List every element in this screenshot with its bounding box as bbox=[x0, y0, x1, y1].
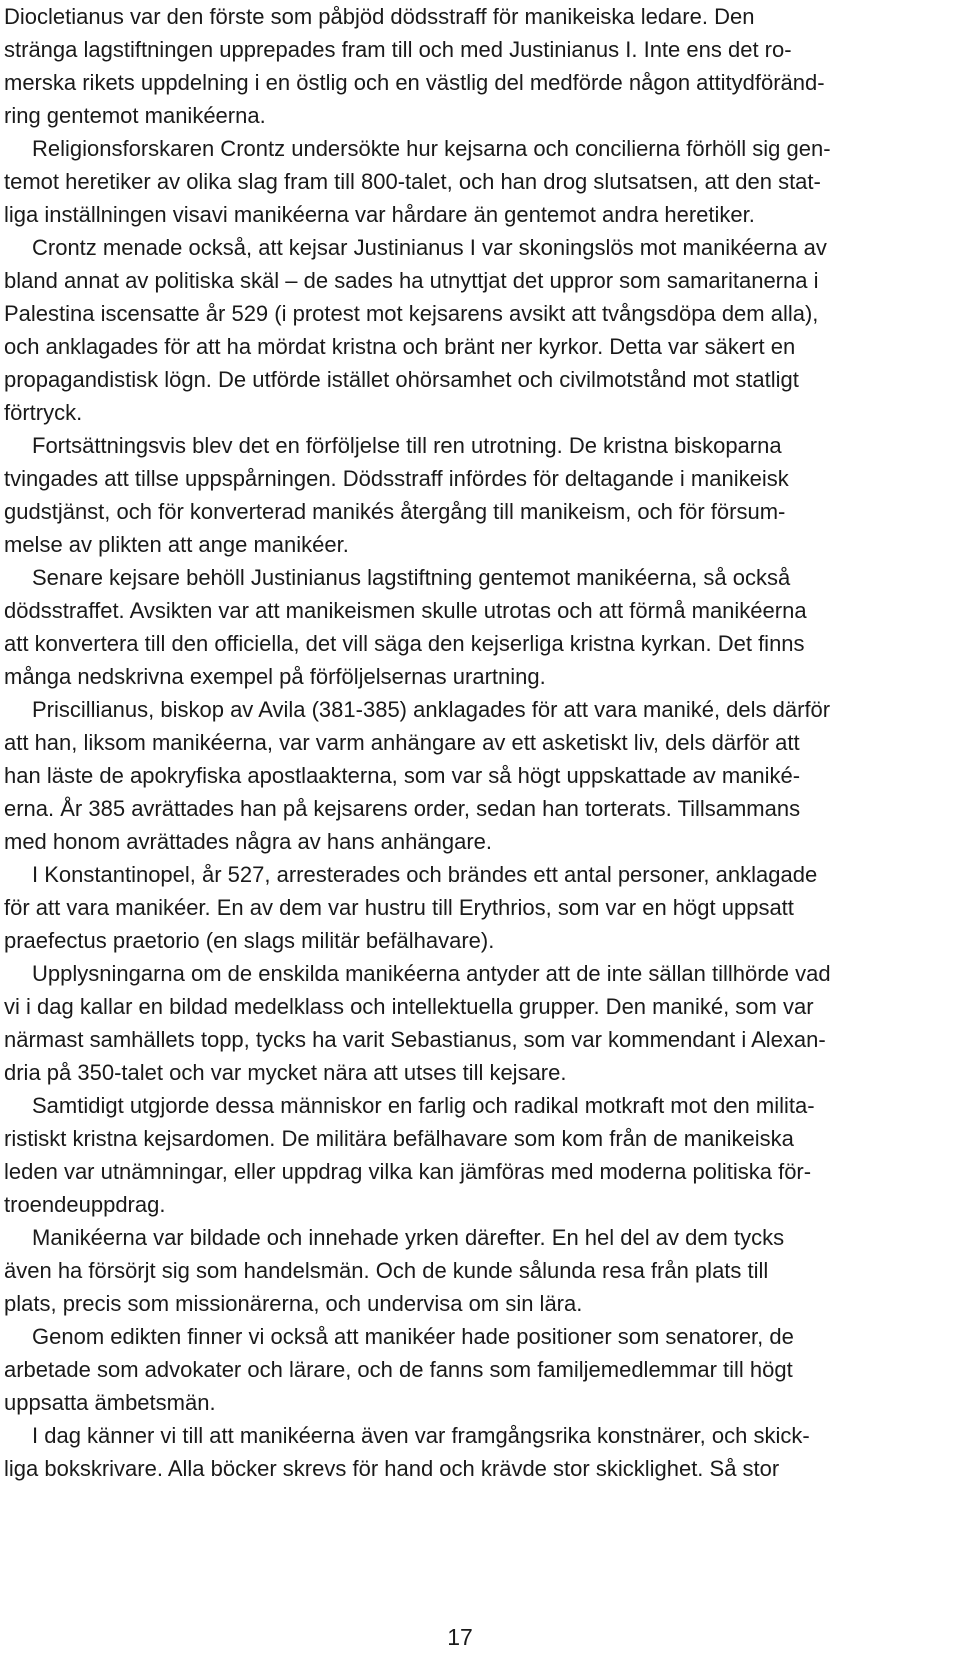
text-line: liga bokskrivare. Alla böcker skrevs för hand och krävde stor skicklighet. Så stor bbox=[4, 1456, 780, 1481]
paragraph bbox=[4, 957, 916, 1089]
text-line: närmast samhällets topp, tycks ha varit Sebastianus, som var kommendant i Alexan- bbox=[4, 1027, 826, 1052]
text-line: temot heretiker av olika slag fram till 800-talet, och han drog slutsatsen, att den stat- bbox=[4, 169, 821, 194]
text-line: ring gentemot manikéerna. bbox=[4, 103, 266, 128]
paragraph bbox=[4, 1221, 916, 1320]
paragraph bbox=[4, 561, 916, 693]
text-line: att han, liksom manikéerna, var varm anhängare av ett asketiskt liv, dels därför att bbox=[4, 730, 800, 755]
text-line: Genom edikten finner vi också att manikéer hade positioner som senatorer, de bbox=[32, 1324, 794, 1349]
paragraph bbox=[4, 1419, 916, 1485]
text-line: ristiskt kristna kejsardomen. De militära befälhavare som kom från de manikeiska bbox=[4, 1126, 794, 1151]
text-line: tvingades att tillse uppspårningen. Dödsstraff infördes för deltagande i manikeisk bbox=[4, 466, 789, 491]
paragraph bbox=[4, 693, 916, 858]
text-line: Manikéerna var bildade och innehade yrken därefter. En hel del av dem tycks bbox=[32, 1225, 785, 1250]
body-text bbox=[4, 0, 916, 1485]
text-line: uppsatta ämbetsmän. bbox=[4, 1390, 216, 1415]
text-line: erna. År 385 avrättades han på kejsarens order, sedan han torterats. Tillsammans bbox=[4, 796, 801, 821]
text-line: troendeuppdrag. bbox=[4, 1192, 166, 1217]
paragraph bbox=[4, 1320, 916, 1419]
text-line: merska rikets uppdelning i en östlig och en västlig del medförde någon attitydföränd- bbox=[4, 70, 825, 95]
text-line: han läste de apokryfiska apostlaakterna, som var så högt uppskattade av maniké- bbox=[4, 763, 801, 788]
text-line: dödsstraffet. Avsikten var att manikeismen skulle utrotas och att förmå manikéerna bbox=[4, 598, 807, 623]
text-line: med honom avrättades några av hans anhängare. bbox=[4, 829, 492, 854]
text-line: Upplysningarna om de enskilda manikéerna antyder att de inte sällan tillhörde vad bbox=[32, 961, 831, 986]
paragraph bbox=[4, 132, 916, 231]
text-line: Samtidigt utgjorde dessa människor en farlig och radikal motkraft mot den milita- bbox=[32, 1093, 815, 1118]
text-line: bland annat av politiska skäl – de sades ha utnyttjat det uppror som samaritanerna i bbox=[4, 268, 819, 293]
text-line: liga inställningen visavi manikéerna var hårdare än gentemot andra heretiker. bbox=[4, 202, 755, 227]
text-line: dria på 350-talet och var mycket nära att utses till kejsare. bbox=[4, 1060, 567, 1085]
paragraph bbox=[4, 429, 916, 561]
text-line: Religionsforskaren Crontz undersökte hur kejsarna och concilierna förhöll sig gen- bbox=[32, 136, 831, 161]
text-line: många nedskrivna exempel på förföljelsernas urartning. bbox=[4, 664, 546, 689]
text-line: gudstjänst, och för konverterad manikés återgång till manikeism, och för försum- bbox=[4, 499, 786, 524]
text-line: Fortsättningsvis blev det en förföljelse till ren utrotning. De kristna biskoparna bbox=[32, 433, 782, 458]
text-line: och anklagades för att ha mördat kristna och bränt ner kyrkor. Detta var säkert en bbox=[4, 334, 796, 359]
text-line: leden var utnämningar, eller uppdrag vilka kan jämföras med moderna politiska för- bbox=[4, 1159, 812, 1184]
text-line: arbetade som advokater och lärare, och de fanns som familjemedlemmar till högt bbox=[4, 1357, 793, 1382]
text-line: melse av plikten att ange manikéer. bbox=[4, 532, 349, 557]
page-number: 17 bbox=[447, 1624, 473, 1650]
text-line: plats, precis som missionärerna, och undervisa om sin lära. bbox=[4, 1291, 583, 1316]
paragraph bbox=[4, 231, 916, 429]
paragraph bbox=[4, 858, 916, 957]
text-line: även ha försörjt sig som handelsmän. Och de kunde sålunda resa från plats till bbox=[4, 1258, 769, 1283]
text-line: Crontz menade också, att kejsar Justinianus I var skoningslös mot manikéerna av bbox=[32, 235, 827, 260]
text-line: propagandistisk lögn. De utförde istället ohörsamhet och civilmotstånd mot statligt bbox=[4, 367, 799, 392]
text-line: praefectus praetorio (en slags militär befälhavare). bbox=[4, 928, 495, 953]
text-line: stränga lagstiftningen upprepades fram till och med Justinianus I. Inte ens det ro- bbox=[4, 37, 792, 62]
text-line: I Konstantinopel, år 527, arresterades och brändes ett antal personer, anklagade bbox=[32, 862, 818, 887]
text-line: I dag känner vi till att manikéerna även var framgångsrika konstnärer, och skick- bbox=[32, 1423, 810, 1448]
text-line: vi i dag kallar en bildad medelklass och intellektuella grupper. Den maniké, som var bbox=[4, 994, 814, 1019]
paragraph bbox=[4, 1089, 916, 1221]
text-line: Diocletianus var den förste som påbjöd dödsstraff för manikeiska ledare. Den bbox=[4, 4, 755, 29]
text-line: Senare kejsare behöll Justinianus lagstiftning gentemot manikéerna, så också bbox=[32, 565, 791, 590]
text-line: Palestina iscensatte år 529 (i protest mot kejsarens avsikt att tvångsdöpa dem alla), bbox=[4, 301, 819, 326]
text-line: att konvertera till den officiella, det vill säga den kejserliga kristna kyrkan. Det finns bbox=[4, 631, 805, 656]
text-line: förtryck. bbox=[4, 400, 83, 425]
paragraph bbox=[4, 0, 916, 132]
text-line: Priscillianus, biskop av Avila (381-385) anklagades för att vara maniké, dels därför bbox=[32, 697, 831, 722]
text-line: för att vara manikéer. En av dem var hustru till Erythrios, som var en högt uppsatt bbox=[4, 895, 794, 920]
